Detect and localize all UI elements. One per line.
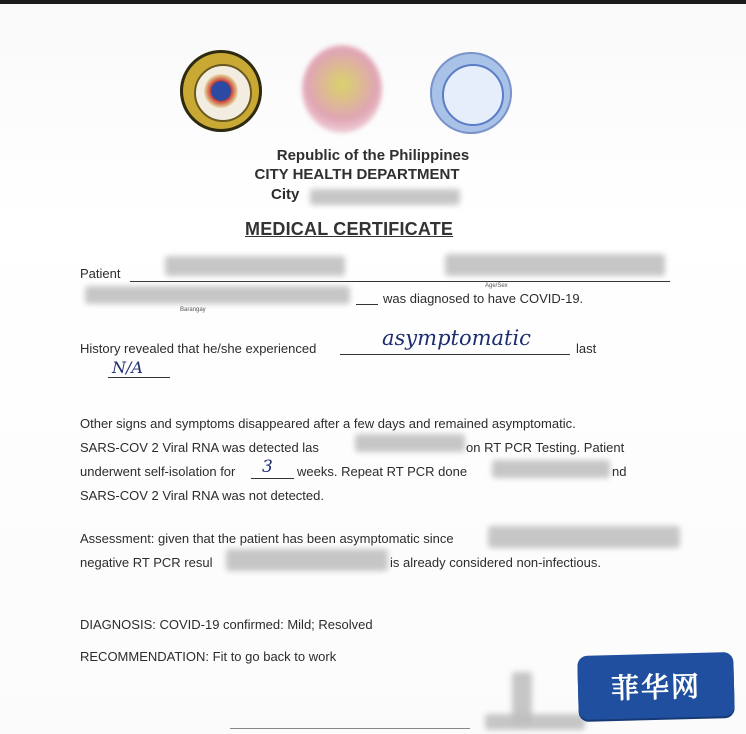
city-health-office-seal bbox=[430, 52, 512, 134]
since-handwritten: N/A bbox=[112, 358, 143, 377]
country-heading: Republic of the Philippines bbox=[276, 147, 470, 164]
assessment-line-2a: negative RT PCR resul bbox=[80, 555, 213, 570]
body-line-1: Other signs and symptoms disappeared after a few days and remained asymptomatic. bbox=[80, 416, 576, 431]
assessment-line-1: Assessment: given that the patient has been asymptomatic since bbox=[80, 531, 454, 546]
redacted-detection-date bbox=[355, 434, 465, 452]
redacted-patient-name bbox=[165, 256, 345, 276]
city-heading: City bbox=[271, 186, 300, 203]
site-watermark-badge bbox=[577, 652, 735, 720]
watermark-text: 菲华网 bbox=[610, 669, 702, 706]
document-title: MEDICAL CERTIFICATE bbox=[245, 219, 454, 239]
recommendation-text: RECOMMENDATION: Fit to go back to work bbox=[80, 649, 337, 664]
top-border bbox=[0, 0, 746, 4]
body-line-4: SARS-COV 2 Viral RNA was not detected. bbox=[80, 488, 324, 503]
diagnosis-text: DIAGNOSIS: COVID-19 confirmed: Mild; Resolved bbox=[80, 617, 373, 632]
history-prefix: History revealed that he/she experienced bbox=[80, 341, 317, 356]
department-of-health-seal bbox=[180, 50, 262, 132]
address-line bbox=[356, 304, 378, 305]
bottom-line bbox=[230, 728, 470, 729]
city-seal-blurred bbox=[302, 45, 382, 133]
redacted-repeat-date bbox=[492, 460, 610, 478]
weeks-handwritten: 3 bbox=[262, 457, 273, 477]
diagnosed-text: was diagnosed to have COVID-19. bbox=[383, 291, 584, 306]
redacted-address bbox=[85, 286, 350, 304]
age-sex-caption: Age/Sex bbox=[485, 283, 508, 289]
symptom-handwritten: asymptomatic bbox=[382, 326, 531, 350]
symptom-line bbox=[340, 354, 570, 355]
redacted-age-sex bbox=[445, 254, 665, 276]
redacted-rt-pcr-date bbox=[226, 549, 388, 571]
redacted-city-name bbox=[310, 189, 460, 205]
weeks-line bbox=[251, 478, 294, 479]
history-suffix: last bbox=[576, 341, 597, 356]
patient-line bbox=[130, 281, 670, 282]
assessment-line-2b: is already considered non-infectious. bbox=[390, 555, 602, 570]
body-line-2b: on RT PCR Testing. Patient bbox=[466, 440, 625, 455]
redacted-asymptomatic-since bbox=[488, 526, 680, 548]
department-heading: CITY HEALTH DEPARTMENT bbox=[254, 166, 460, 183]
body-line-3c: nd bbox=[612, 464, 627, 479]
body-line-3b: weeks. Repeat RT PCR done bbox=[297, 464, 468, 479]
patient-label: Patient bbox=[80, 266, 121, 281]
body-line-2a: SARS-COV 2 Viral RNA was detected las bbox=[80, 440, 319, 455]
barangay-caption: Barangay bbox=[180, 307, 206, 313]
since-line bbox=[108, 377, 170, 378]
redacted-signatory-name bbox=[485, 714, 585, 730]
body-line-3a: underwent self-isolation for bbox=[80, 464, 236, 479]
